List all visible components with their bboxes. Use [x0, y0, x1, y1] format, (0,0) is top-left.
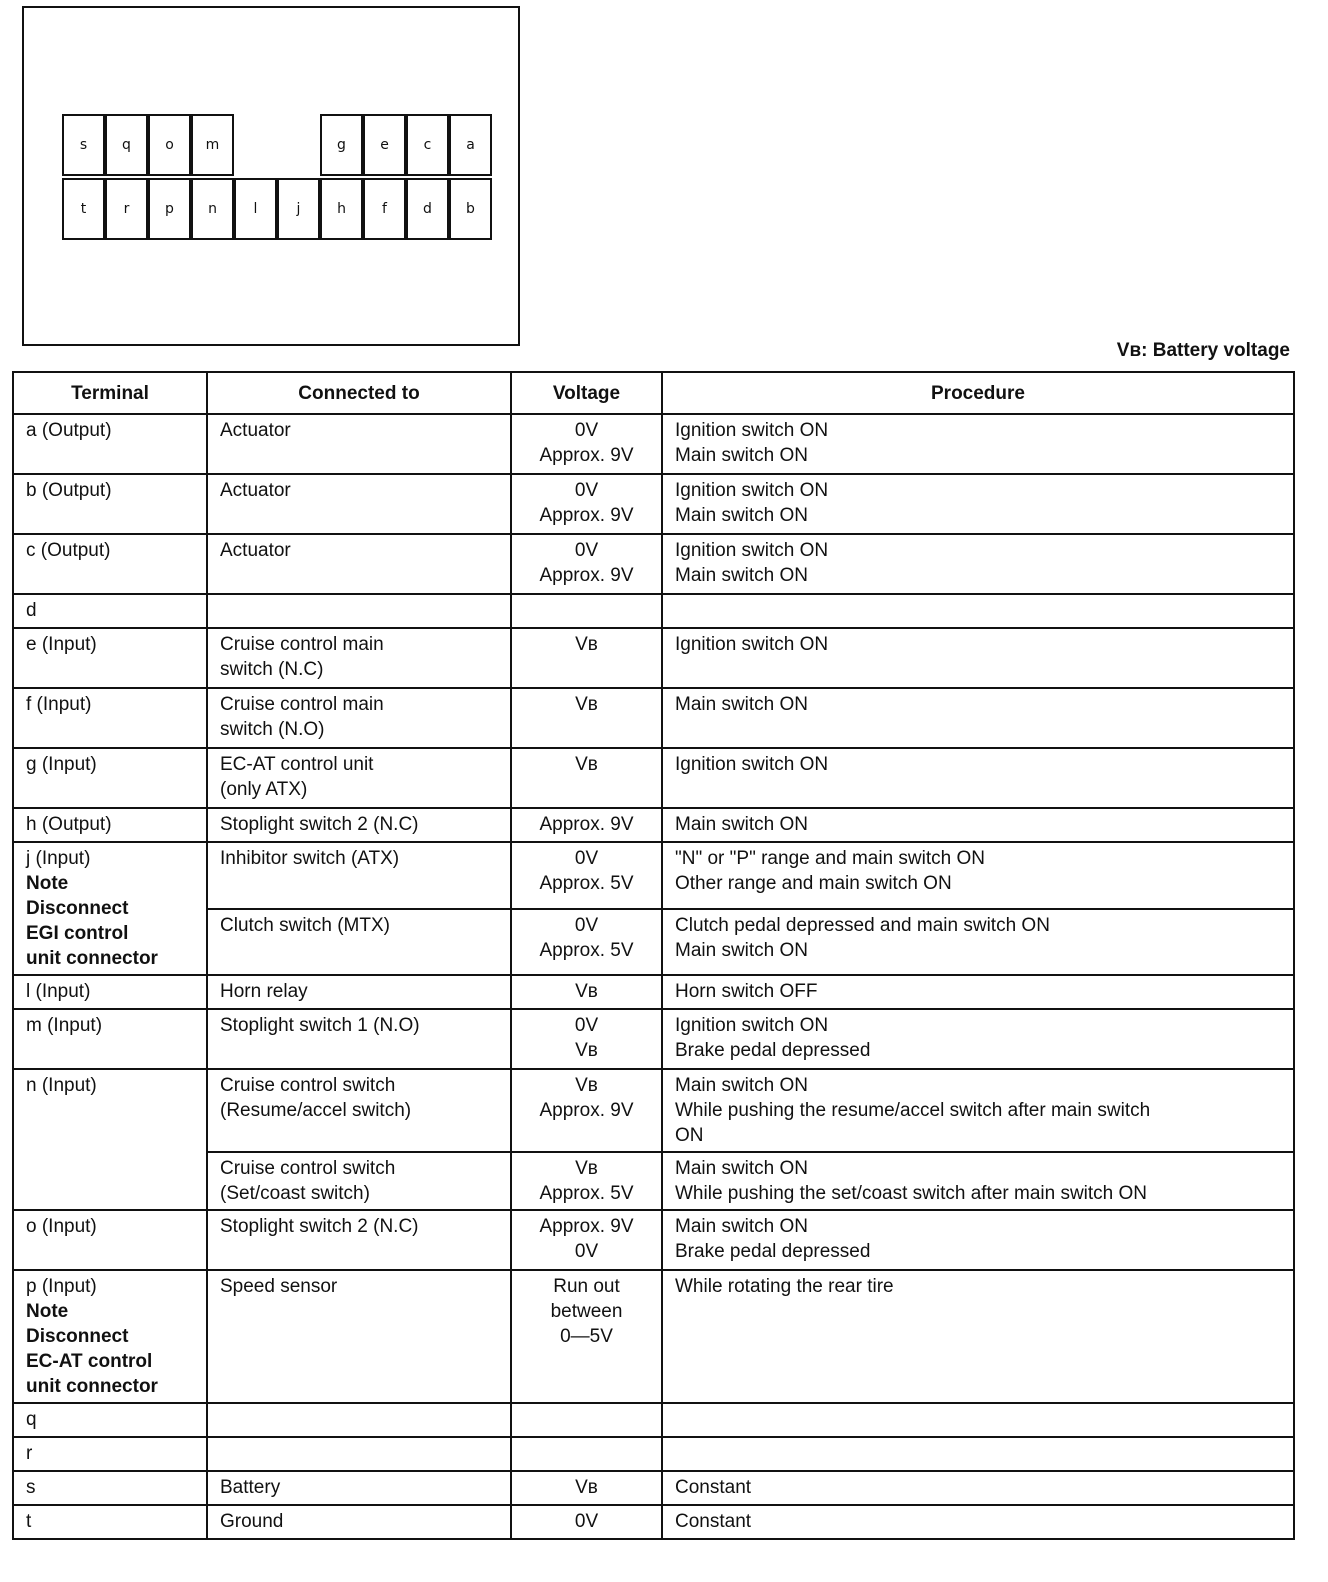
cell-line: Disconnect [26, 1326, 129, 1347]
cell-line: j (Input) [26, 848, 91, 869]
terminal-cell [13, 414, 207, 474]
cell-line: While pushing the set/coast switch after main switch ON [675, 1183, 1148, 1204]
connected-to-cell [207, 534, 511, 594]
procedure-cell [662, 474, 1294, 534]
connector-pin: b [449, 178, 492, 240]
cell-line: Other range and main switch ON [675, 873, 952, 894]
cell-line: Vʙ [575, 981, 598, 1002]
terminal-voltage-table [12, 371, 1295, 1540]
cell-line: Main switch ON [675, 505, 809, 526]
voltage-cell [511, 1210, 662, 1270]
terminal-cell [13, 1403, 207, 1437]
cell-line: Approx. 5V [539, 873, 634, 894]
connected-to-cell [207, 1471, 511, 1505]
cell-line: Approx. 9V [539, 565, 634, 586]
connector-pin: d [406, 178, 449, 240]
cell-line: Cruise control main [220, 634, 384, 655]
voltage-cell [511, 534, 662, 594]
cell-line: Battery [220, 1477, 281, 1498]
voltage-cell [511, 474, 662, 534]
procedure-cell [662, 1505, 1294, 1539]
connector-pin: l [234, 178, 277, 240]
connected-to-cell [207, 594, 511, 628]
header-connected-to: Connected to [207, 372, 511, 414]
cell-line: h (Output) [26, 814, 112, 835]
connector-pin: p [148, 178, 191, 240]
cell-line: t [26, 1511, 32, 1532]
cell-line: Vʙ [575, 1040, 598, 1061]
cell-line: Cruise control main [220, 694, 384, 715]
table-row [13, 688, 1294, 748]
cell-line: p (Input) [26, 1276, 97, 1297]
table-row [13, 1505, 1294, 1539]
connector-pin: s [62, 114, 105, 176]
table-row [13, 1437, 1294, 1471]
connector-pin: t [62, 178, 105, 240]
table-row [13, 474, 1294, 534]
battery-voltage-legend: Vʙ: Battery voltage [1116, 340, 1290, 361]
procedure-cell [662, 1152, 1294, 1210]
voltage-cell [511, 748, 662, 808]
cell-line: m (Input) [26, 1015, 103, 1036]
cell-line: Actuator [220, 480, 291, 501]
cell-line: Main switch ON [675, 445, 809, 466]
cell-line: Main switch ON [675, 939, 809, 961]
header-procedure: Procedure [662, 372, 1294, 414]
cell-line: Actuator [220, 540, 291, 561]
cell-line: Vʙ [575, 694, 598, 715]
connected-to-cell [207, 909, 511, 976]
cell-line: Horn switch OFF [675, 981, 818, 1002]
cell-line: While rotating the rear tire [675, 1276, 894, 1297]
connected-to-cell [207, 1437, 511, 1471]
cell-line: Approx. 9V [539, 1100, 634, 1121]
cell-line: ON [675, 1125, 704, 1146]
table-row [13, 534, 1294, 594]
table-row [13, 808, 1294, 842]
cell-line: Run out [553, 1276, 620, 1297]
procedure-cell [662, 534, 1294, 594]
terminal-cell [13, 594, 207, 628]
cell-line: Main switch ON [675, 814, 809, 835]
connector-pin: n [191, 178, 234, 240]
cell-line: Stoplight switch 1 (N.O) [220, 1015, 420, 1036]
procedure-cell [662, 628, 1294, 688]
terminal-cell [13, 1270, 207, 1403]
cell-line: Ignition switch ON [675, 754, 829, 775]
cell-line: (only ATX) [220, 779, 308, 800]
connector-pin: g [320, 114, 363, 176]
terminal-cell [13, 688, 207, 748]
procedure-cell [662, 1437, 1294, 1471]
cell-line: "N" or "P" range and main switch ON [675, 848, 985, 869]
cell-line: While pushing the resume/accel switch after main switch [675, 1100, 1151, 1121]
terminal-cell [13, 975, 207, 1009]
cell-line: Disconnect [26, 898, 129, 919]
cell-line: Stoplight switch 2 (N.C) [220, 1216, 419, 1237]
cell-line: EC-AT control unit [220, 754, 374, 775]
procedure-cell [662, 909, 1294, 976]
cell-line: Approx. 9V [539, 814, 634, 835]
connected-to-cell [207, 1152, 511, 1210]
voltage-cell [511, 1505, 662, 1539]
cell-line: 0V [574, 1241, 599, 1262]
connector-pin: f [363, 178, 406, 240]
procedure-cell [662, 975, 1294, 1009]
table-row [13, 1210, 1294, 1270]
procedure-cell [662, 1471, 1294, 1505]
cell-line: Approx. 5V [539, 1183, 634, 1204]
table-header-row [13, 372, 1294, 414]
voltage-cell [511, 688, 662, 748]
voltage-cell [511, 1270, 662, 1403]
voltage-cell [511, 1152, 662, 1210]
voltage-cell [511, 1471, 662, 1505]
terminal-cell [13, 842, 207, 975]
terminal-cell [13, 1210, 207, 1270]
cell-line: e (Input) [26, 634, 97, 655]
cell-line: Ignition switch ON [675, 540, 829, 561]
cell-line: Brake pedal depressed [675, 1241, 871, 1262]
cell-line: Main switch ON [675, 565, 809, 586]
cell-line: Clutch switch (MTX) [220, 914, 390, 936]
terminal-cell [13, 1437, 207, 1471]
cell-line: unit connector [26, 1376, 158, 1397]
cell-line: Note [26, 1301, 69, 1322]
cell-line: g (Input) [26, 754, 97, 775]
cell-line: Ignition switch ON [675, 420, 829, 441]
cell-line: Ground [220, 1511, 284, 1532]
procedure-cell [662, 808, 1294, 842]
cell-line: a (Output) [26, 420, 112, 441]
cell-line: c (Output) [26, 540, 111, 561]
cell-line: Ignition switch ON [675, 634, 829, 655]
table-row [13, 748, 1294, 808]
voltage-cell [511, 909, 662, 976]
procedure-cell [662, 842, 1294, 909]
cell-line: l (Input) [26, 981, 91, 1002]
table-row [13, 1471, 1294, 1505]
connector-pin: c [406, 114, 449, 176]
cell-line: Ignition switch ON [675, 480, 829, 501]
connected-to-cell [207, 808, 511, 842]
cell-line: Approx. 9V [539, 505, 634, 526]
voltage-cell [511, 628, 662, 688]
cell-line: 0V [574, 1015, 599, 1036]
cell-line: switch (N.C) [220, 659, 324, 680]
table-row [13, 594, 1294, 628]
connected-to-cell [207, 414, 511, 474]
cell-line: Main switch ON [675, 1075, 809, 1096]
terminal-cell [13, 1069, 207, 1210]
cell-line: (Set/coast switch) [220, 1183, 370, 1204]
cell-line: unit connector [26, 948, 158, 969]
connected-to-cell [207, 1505, 511, 1539]
voltage-cell [511, 1069, 662, 1152]
terminal-cell [13, 1505, 207, 1539]
procedure-cell [662, 1069, 1294, 1152]
cell-line: Main switch ON [675, 1158, 809, 1179]
cell-line: Vʙ [575, 754, 598, 775]
terminal-cell [13, 628, 207, 688]
connector-pin: a [449, 114, 492, 176]
connector-pin: h [320, 178, 363, 240]
procedure-cell [662, 414, 1294, 474]
connected-to-cell [207, 1069, 511, 1152]
terminal-cell [13, 748, 207, 808]
table-row [13, 842, 1294, 909]
table-row [13, 414, 1294, 474]
cell-line: Brake pedal depressed [675, 1040, 871, 1061]
cell-line: Main switch ON [675, 694, 809, 715]
table-row [13, 1069, 1294, 1152]
cell-line: 0V [574, 1511, 599, 1532]
cell-line: s [26, 1477, 36, 1498]
cell-line: Note [26, 873, 69, 894]
connected-to-cell [207, 628, 511, 688]
cell-line: Vʙ [575, 1075, 598, 1096]
header-voltage: Voltage [511, 372, 662, 414]
voltage-cell [511, 594, 662, 628]
cell-line: Approx. 5V [539, 939, 634, 961]
cell-line: Main switch ON [675, 1216, 809, 1237]
cell-line: Cruise control switch [220, 1158, 396, 1179]
cell-line: 0—5V [560, 1326, 613, 1347]
connector-pin: e [363, 114, 406, 176]
cell-line: Horn relay [220, 981, 308, 1002]
connected-to-cell [207, 975, 511, 1009]
cell-line: Ignition switch ON [675, 1015, 829, 1036]
cell-line: Cruise control switch [220, 1075, 396, 1096]
procedure-cell [662, 594, 1294, 628]
connector-pin: j [277, 178, 320, 240]
connected-to-cell [207, 1270, 511, 1403]
cell-line: Actuator [220, 420, 291, 441]
cell-line: 0V [574, 480, 599, 501]
cell-line: r [26, 1443, 33, 1464]
cell-line: Clutch pedal depressed and main switch ON [675, 914, 1050, 936]
cell-line: Speed sensor [220, 1276, 338, 1297]
cell-line: n (Input) [26, 1075, 97, 1096]
cell-line: Vʙ [575, 1477, 598, 1498]
cell-line: Constant [675, 1511, 752, 1532]
voltage-cell [511, 1009, 662, 1069]
table-row [13, 1403, 1294, 1437]
cell-line: between [550, 1301, 623, 1322]
procedure-cell [662, 1270, 1294, 1403]
connector-diagram [22, 6, 520, 346]
cell-line: switch (N.O) [220, 719, 325, 740]
connector-pin: m [191, 114, 234, 176]
connected-to-cell [207, 748, 511, 808]
cell-line: d [26, 600, 37, 621]
connected-to-cell [207, 474, 511, 534]
cell-line: Approx. 9V [539, 445, 634, 466]
cell-line: 0V [574, 420, 599, 441]
connected-to-cell [207, 1210, 511, 1270]
cell-line: Inhibitor switch (ATX) [220, 848, 400, 869]
header-terminal: Terminal [13, 372, 207, 414]
procedure-cell [662, 1403, 1294, 1437]
terminal-cell [13, 808, 207, 842]
connected-to-cell [207, 1403, 511, 1437]
cell-line: f (Input) [26, 694, 92, 715]
cell-line: Approx. 9V [539, 1216, 634, 1237]
connected-to-cell [207, 1009, 511, 1069]
voltage-cell [511, 414, 662, 474]
cell-line: 0V [574, 848, 599, 869]
cell-line: b (Output) [26, 480, 112, 501]
cell-line: Stoplight switch 2 (N.C) [220, 814, 419, 835]
table-row [13, 975, 1294, 1009]
connector-pin: q [105, 114, 148, 176]
procedure-cell [662, 1210, 1294, 1270]
terminal-cell [13, 1471, 207, 1505]
cell-line: Vʙ [575, 634, 598, 655]
procedure-cell [662, 688, 1294, 748]
procedure-cell [662, 748, 1294, 808]
connected-to-cell [207, 688, 511, 748]
cell-line: EC-AT control [26, 1351, 153, 1372]
terminal-cell [13, 534, 207, 594]
connector-pin: o [148, 114, 191, 176]
cell-line: o (Input) [26, 1216, 97, 1237]
procedure-cell [662, 1009, 1294, 1069]
cell-line: Constant [675, 1477, 752, 1498]
cell-line: 0V [574, 914, 599, 936]
connected-to-cell [207, 842, 511, 909]
voltage-cell [511, 808, 662, 842]
voltage-cell [511, 1437, 662, 1471]
voltage-cell [511, 975, 662, 1009]
table-row [13, 1009, 1294, 1069]
connector-pin: r [105, 178, 148, 240]
table-row [13, 628, 1294, 688]
table-row [13, 1270, 1294, 1403]
terminal-cell [13, 474, 207, 534]
voltage-cell [511, 842, 662, 909]
voltage-cell [511, 1403, 662, 1437]
terminal-cell [13, 1009, 207, 1069]
cell-line: 0V [574, 540, 599, 561]
cell-line: q [26, 1409, 37, 1430]
cell-line: Vʙ [575, 1158, 598, 1179]
cell-line: (Resume/accel switch) [220, 1100, 412, 1121]
cell-line: EGI control [26, 923, 129, 944]
